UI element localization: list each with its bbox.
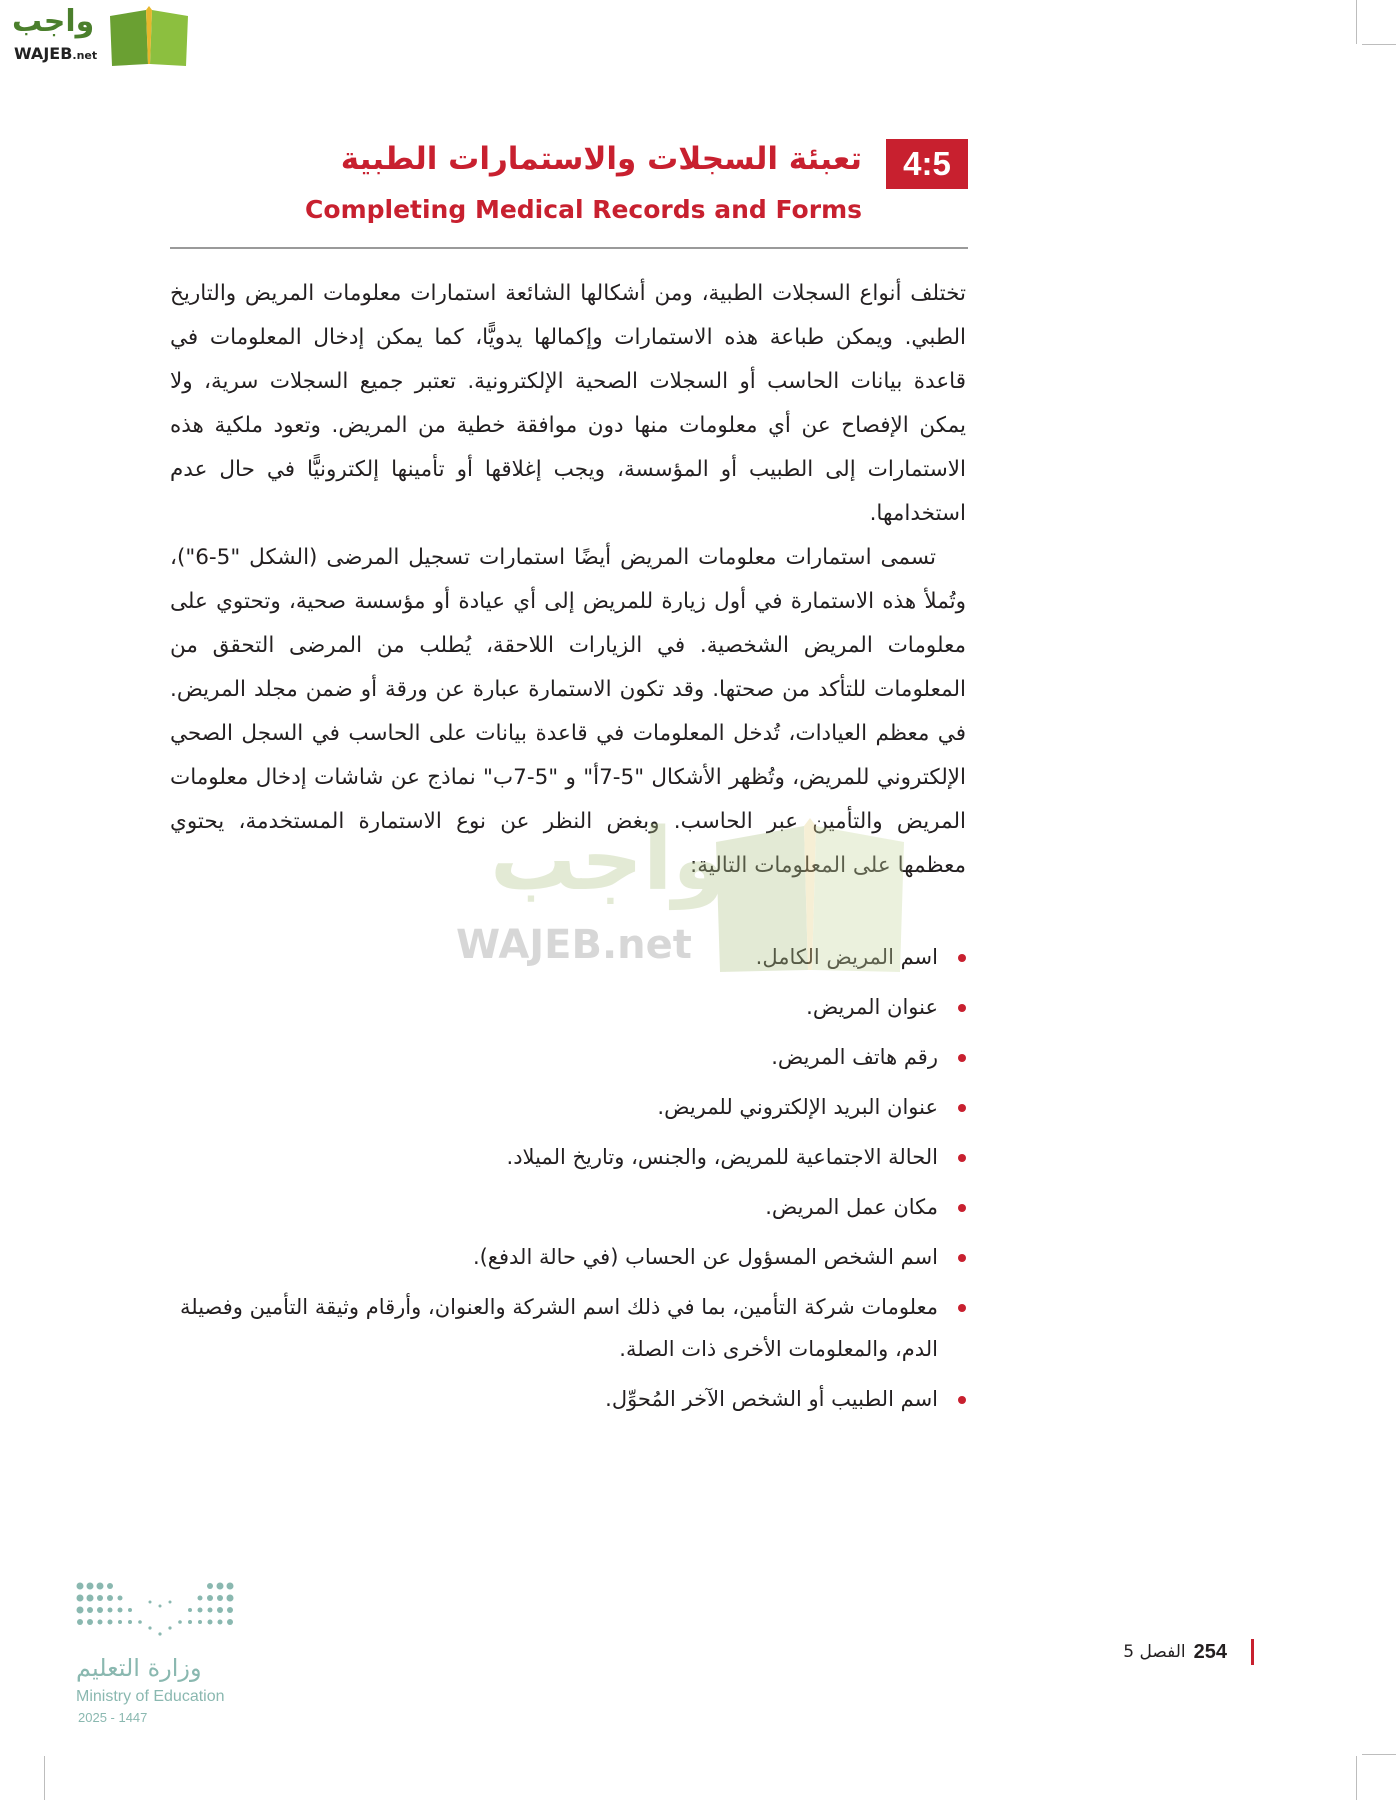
ministry-dots-icon xyxy=(74,1578,244,1644)
list-item: معلومات شركة التأمين، بما في ذلك اسم الشركة والعنوان، وأرقام وثيقة التأمين وفصيلة الدم، والمعلومات الأخرى ذات الصلة. xyxy=(170,1286,938,1370)
chapter-label: الفصل 5 xyxy=(1123,1642,1186,1662)
crop-mark xyxy=(44,1756,45,1800)
page-number: 254 xyxy=(1193,1640,1227,1663)
ministry-name-en: Ministry of Education xyxy=(76,1688,225,1705)
list-item: اسم الطبيب أو الشخص الآخر المُحوِّل. xyxy=(170,1378,938,1420)
crop-mark xyxy=(1362,44,1396,45)
watermark-text-en: WAJEB.net xyxy=(456,922,692,968)
list-item: عنوان المريض. xyxy=(170,986,938,1028)
list-item: اسم الشخص المسؤول عن الحساب (في حالة الدفع). xyxy=(170,1236,938,1278)
info-bullet-list xyxy=(170,936,938,1428)
list-item: مكان عمل المريض. xyxy=(170,1186,938,1228)
section-number-badge: 4:5 xyxy=(886,139,968,189)
crop-mark xyxy=(1362,1754,1396,1755)
body-text xyxy=(170,272,966,888)
logo-text-en: WAJEB.net xyxy=(14,44,98,63)
footer-divider xyxy=(1251,1639,1254,1665)
paragraph: تختلف أنواع السجلات الطبية، ومن أشكالها الشائعة استمارات معلومات المريض والتاريخ الطبي. ويمكن طباعة هذه الاستمارات وإكمالها يدويًّا، كما يمكن إدخال المعلومات في قاعدة بيانات الحاسب أو السجلات الصحية الإلكترونية. تعتبر جميع السجلات سرية، ولا يمكن الإفصاح عن أي معلومات منها دون موافقة خطية من المريض. وتعود ملكية هذه الاستمارات إلى الطبيب أو المؤسسة، ويجب إغلاقها أو تأمينها إلكترونيًّا في حال عدم استخدامها. xyxy=(170,281,966,526)
page-footer xyxy=(1123,1637,1254,1667)
crop-mark xyxy=(1356,0,1357,44)
crop-mark xyxy=(1356,1756,1357,1800)
list-item: عنوان البريد الإلكتروني للمريض. xyxy=(170,1086,938,1128)
list-item: الحالة الاجتماعية للمريض، والجنس، وتاريخ الميلاد. xyxy=(170,1136,938,1178)
section-title-ar: تعبئة السجلات والاستمارات الطبية xyxy=(340,141,862,177)
list-item: رقم هاتف المريض. xyxy=(170,1036,938,1078)
book-icon xyxy=(108,6,190,68)
logo-text-ar: واجب xyxy=(12,4,95,39)
wajeb-logo[interactable] xyxy=(8,4,190,70)
section-title-en: Completing Medical Records and Forms xyxy=(305,195,862,224)
ministry-logo xyxy=(74,1578,264,1728)
list-item: اسم المريض الكامل. xyxy=(170,936,938,978)
ministry-year: 2025 - 1447 xyxy=(78,1710,148,1725)
section-heading xyxy=(160,137,968,249)
heading-divider xyxy=(170,247,968,249)
watermark-text-ar: واجب xyxy=(490,810,726,910)
ministry-name-ar: وزارة التعليم xyxy=(76,1654,202,1682)
paragraph: تسمى استمارات معلومات المريض أيضًا استمارات تسجيل المرضى (الشكل "5-6")، وتُملأ هذه الاستمارة في أول زيارة للمريض إلى أي عيادة أو مؤسسة صحية، وتحتوي على معلومات المريض الشخصية. في الزيارات اللاحقة، يُطلب من المرضى التحقق من المعلومات للتأكد من صحتها. وقد تكون الاستمارة عبارة عن ورقة أو ضمن مجلد المريض. في معظم العيادات، تُدخل المعلومات في قاعدة بيانات على الحاسب في السجل الصحي الإلكتروني للمريض، وتُظهر الأشكال "5-7أ" و "5-7ب" نماذج عن شاشات إدخال معلومات المريض والتأمين عبر الحاسب. وبغض النظر عن نوع الاستمارة المستخدمة، يحتوي معظمها على المعلومات التالية: xyxy=(170,545,966,878)
